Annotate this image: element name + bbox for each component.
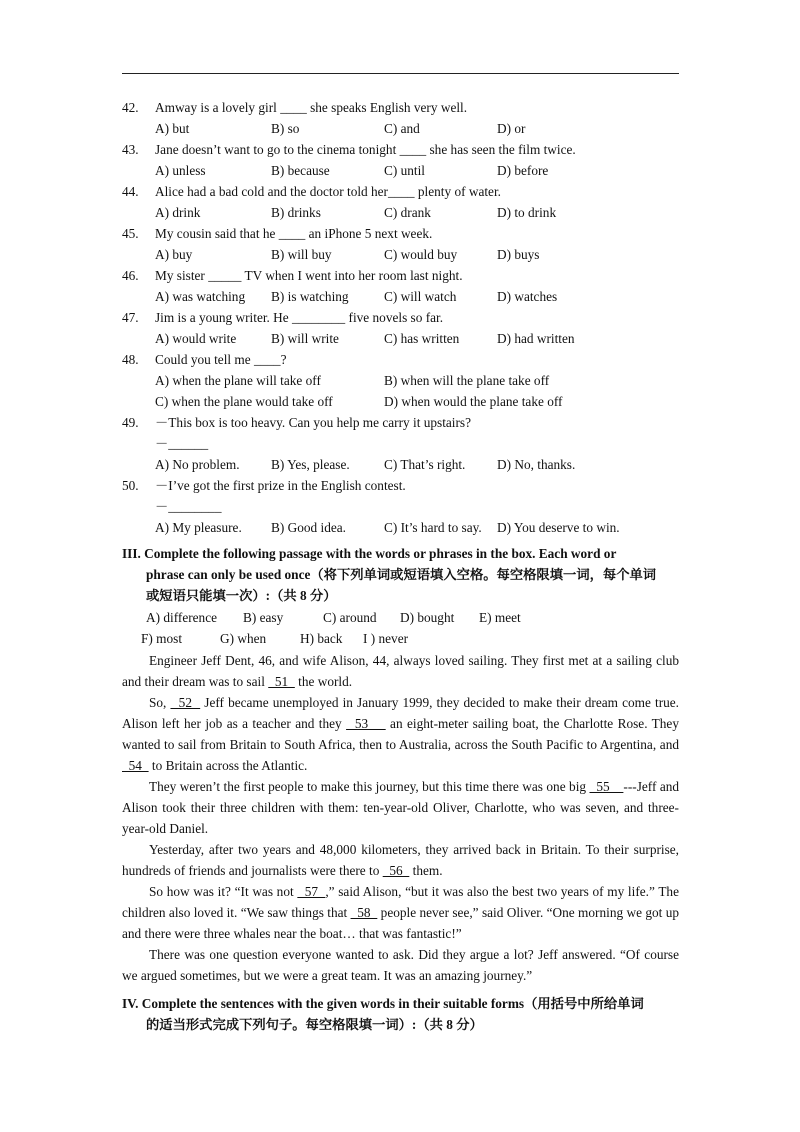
question-number: 47. (122, 310, 139, 325)
question-stem: Amway is a lovely girl ____ she speaks English very well. (155, 100, 468, 115)
word-option: C) around (323, 610, 377, 625)
section-3-heading-line1: III. Complete the following passage with the words or phrases in the box. Each word or (122, 546, 617, 561)
passage-paragraph: Yesterday, after two years and 48,000 kilometers, they arrived back in Britain. To their surprise, hundreds of friends and journalists were there to 56 them. (122, 842, 679, 878)
option-a: A) No problem. (155, 457, 240, 472)
question-number: 45. (122, 226, 139, 241)
question-number: 44. (122, 184, 139, 199)
option-c: C) until (384, 163, 426, 178)
word-option: E) meet (479, 610, 521, 625)
top-rule (122, 73, 679, 74)
word-option: A) difference (146, 610, 217, 625)
word-option: D) bought (400, 610, 455, 625)
option-d: D) You deserve to win. (497, 520, 620, 535)
question-number: 46. (122, 268, 139, 283)
passage-paragraph: So how was it? “It was not 57 ,” said Alison, “but it was also the best two years of my life.” The children also loved it. “We saw things that 58 people never see,” said Oliver. “One morning we got up and there were three whales near the boat… that was fantastic!” (122, 884, 679, 941)
question-number: 48. (122, 352, 139, 367)
option-c: C) when the plane would take off (155, 394, 333, 409)
question-stem: －I’ve got the first prize in the English contest. (155, 478, 406, 493)
option-b: B) will write (271, 331, 339, 346)
blank-55[interactable]: 55 (589, 779, 624, 794)
question-stem: －This box is too heavy. Can you help me carry it upstairs? (155, 415, 471, 430)
question-stem: My cousin said that he ____ an iPhone 5 next week. (155, 226, 433, 241)
option-d: D) or (497, 121, 526, 136)
option-a: A) unless (155, 163, 206, 178)
option-c: C) has written (384, 331, 460, 346)
option-a: A) but (155, 121, 190, 136)
option-a: A) when the plane will take off (155, 373, 321, 388)
reply-blank: －________ (155, 499, 222, 514)
option-c: C) and (384, 121, 420, 136)
passage (122, 650, 679, 986)
word-option: G) when (220, 631, 267, 646)
blank-52[interactable]: 52 (170, 695, 201, 710)
option-b: B) is watching (271, 289, 349, 304)
option-a: A) would write (155, 331, 237, 346)
question-number: 50. (122, 478, 139, 493)
option-d: D) buys (497, 247, 540, 262)
option-b: B) drinks (271, 205, 321, 220)
option-c: C) It’s hard to say. (384, 520, 482, 535)
blank-58[interactable]: 58 (350, 905, 378, 920)
option-d: D) No, thanks. (497, 457, 576, 472)
option-d: D) to drink (497, 205, 557, 220)
word-option: I ) never (363, 631, 409, 646)
option-d: D) when would the plane take off (384, 394, 563, 409)
question-stem: My sister _____ TV when I went into her room last night. (155, 268, 463, 283)
blank-57[interactable]: 57 (297, 884, 326, 899)
blank-53[interactable]: 53 (346, 716, 386, 731)
option-a: A) drink (155, 205, 201, 220)
option-d: D) had written (497, 331, 575, 346)
option-b: B) will buy (271, 247, 332, 262)
option-d: D) before (497, 163, 549, 178)
option-c: C) would buy (384, 247, 458, 262)
option-c: C) will watch (384, 289, 457, 304)
option-b: B) so (271, 121, 300, 136)
option-b: B) because (271, 163, 330, 178)
passage-paragraph: So, 52 Jeff became unemployed in January 1999, they decided to make their dream come true. Alison left her job as a teacher and they 53 an eight-meter sailing boat, the Charlotte Rose. They wanted to sail from Britain to South Africa, then to Australia, across the South Pacific to Argentina, and 54 to Britain across the Atlantic. (122, 695, 679, 773)
section-4-heading (122, 993, 679, 1035)
question-number: 43. (122, 142, 139, 157)
option-b: B) Good idea. (271, 520, 346, 535)
passage-paragraph: Engineer Jeff Dent, 46, and wife Alison, 44, always loved sailing. They first met at a sailing club and their dream was to sail 51 the world. (122, 653, 679, 689)
blank-56[interactable]: 56 (382, 863, 410, 878)
section-3-heading-line3: 或短语只能填一次）:（共 8 分） (146, 588, 337, 603)
question-number: 42. (122, 100, 139, 115)
word-option: H) back (300, 631, 343, 646)
option-a: A) was watching (155, 289, 246, 304)
reply-blank: －______ (155, 436, 209, 451)
question-number: 49. (122, 415, 139, 430)
passage-paragraph: There was one question everyone wanted to ask. Did they argue a lot? Jeff answered. “Of course we argued sometimes, but we were a great team. It was an amazing journey.” (122, 947, 679, 983)
section-4-heading-line1: IV. Complete the sentences with the given words in their suitable forms（用括号中所给单词 (122, 996, 644, 1011)
option-b: B) Yes, please. (271, 457, 350, 472)
option-a: A) buy (155, 247, 193, 262)
passage-paragraph: They weren’t the first people to make this journey, but this time there was one big 55 ---Jeff and Alison took their three children with them: ten-year-old Oliver, Charlotte, who was seven, and three-year-old Daniel. (122, 779, 680, 836)
question-stem: Could you tell me ____? (155, 352, 287, 367)
question-stem: Jane doesn’t want to go to the cinema tonight ____ she has seen the film twice. (155, 142, 576, 157)
option-b: B) when will the plane take off (384, 373, 550, 388)
option-c: C) That’s right. (384, 457, 466, 472)
blank-51[interactable]: 51 (268, 674, 295, 689)
option-d: D) watches (497, 289, 558, 304)
section-3-heading-line2: phrase can only be used once（将下列单词或短语填入空格。每空格限填一词，每个单词 (146, 567, 657, 582)
question-stem: Alice had a bad cold and the doctor told her____ plenty of water. (155, 184, 501, 199)
section-3-heading (122, 543, 679, 606)
option-c: C) drank (384, 205, 431, 220)
blank-54[interactable]: 54 (122, 758, 149, 773)
question-stem: Jim is a young writer. He ________ five novels so far. (155, 310, 444, 325)
section-4-heading-line2: 的适当形式完成下列句子。每空格限填一词）:（共 8 分） (146, 1017, 483, 1032)
option-a: A) My pleasure. (155, 520, 242, 535)
word-option: B) easy (243, 610, 284, 625)
word-option: F) most (141, 631, 183, 646)
